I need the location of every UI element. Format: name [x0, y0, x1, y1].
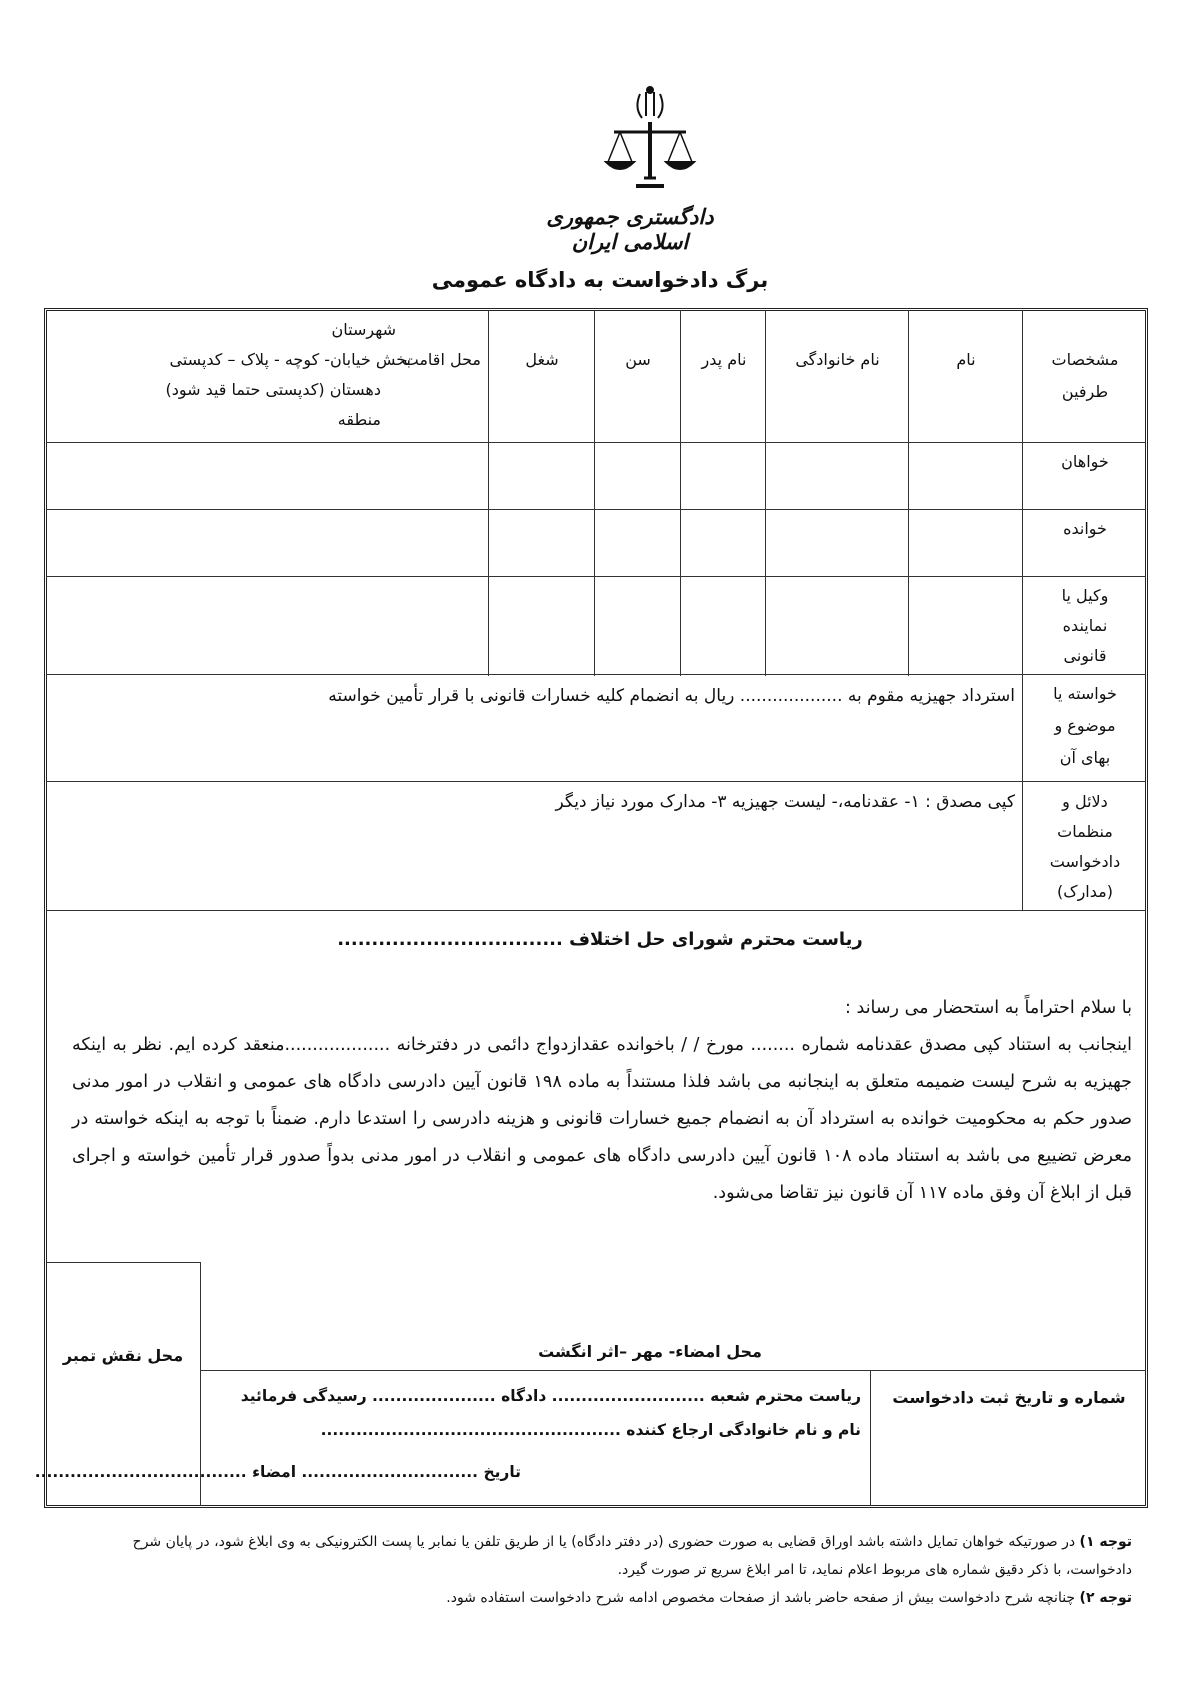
claim-label-1: خواسته یا — [1053, 684, 1117, 703]
row-label-attorney-3: قانونی — [1063, 646, 1107, 665]
referrer-name[interactable]: نام و نام خانوادگی ارجاع کننده ................................................... — [320, 1421, 861, 1439]
note-1-text: در صورتیکه خواهان تمایل داشته باشد اوراق قضایی به صورت حضوری (در دفتر دادگاه) یا از طریق تلفن یا نمابر یا پست الکترونیکی به وی ابلاغ شود، در پایان شرح دادخواست، با ذکر دقیق شماره های مربوط اعلام نماید، تا امر ابلاغ سریع تر صورت گیرد. — [132, 1534, 1132, 1578]
col-residence: محل اقامت — [403, 350, 481, 369]
parties-header-line1: مشخصات — [1051, 350, 1119, 369]
address-line-city: شهرستان — [331, 320, 396, 339]
date-signature[interactable]: تاریخ .............................. امضاء .................................... — [34, 1463, 521, 1481]
col-job: شغل — [525, 350, 559, 369]
evidence-text[interactable]: کپی مصدق : ۱- عقدنامه،- لیست جهیزیه ۳- مدارک مورد نیاز دیگر — [555, 792, 1015, 812]
claim-label-2: موضوع و — [1054, 716, 1116, 735]
address-line-street: بخش خیابان- کوچه - پلاک – کدپستی — [169, 350, 411, 369]
claim-label-3: بهای آن — [1059, 748, 1111, 767]
row-label-defendant: خوانده — [1063, 519, 1107, 538]
org-name: دادگستری جمهوری اسلامی ایران — [546, 204, 714, 254]
judiciary-emblem-icon — [600, 82, 700, 202]
page-title: برگ دادخواست به دادگاه عمومی — [431, 268, 769, 292]
notes — [86, 1528, 1132, 1612]
row-label-attorney-2: نماینده — [1062, 616, 1108, 635]
evidence-label-4: (مدارک) — [1057, 882, 1113, 901]
parties-header-line2: طرفین — [1061, 382, 1109, 401]
row-label-plaintiff: خواهان — [1061, 452, 1109, 471]
petition-heading: ریاست محترم شورای حل اختلاف ................................. — [337, 929, 863, 950]
petition-greeting: با سلام احتراماً به استحضار می رساند : — [845, 998, 1132, 1018]
petition-paragraph: اینجانب به استناد کپی مصدق عقدنامه شماره ........ مورخ / / باخوانده عقدازدواج دائمی در دفترخانه ...................منعقد کرده ایم. نظر به اینکه جهیزیه به شرح لیست ضمیمه متعلق به اینجانبه می باشد فلذا مستنداً به ماده ۱۹۸ قانون آیین دادرسی دادگاه های عمومی و انقلاب در امور مدنی صدور حکم به محکومیت خوانده به استرداد آن به انضمام جمیع خسارات قانونی و هزینه دادرسی را استدعا دارم. ضمناً با توجه به اینکه خواسته در معرض تضییع می باشد به استناد ماده ۱۰۸ قانون آیین دادرسی دادگاه های عمومی و انقلاب در امور مدنی بدواً صدور قرار تأمین خواسته و اجرای قبل از ابلاغ آن وفق ماده ۱۱۷ آن قانون نیز تقاضا می‌شود. — [72, 1035, 1132, 1203]
signature-place-label: محل امضاء- مهر –اثر انگشت — [538, 1342, 762, 1361]
col-family-name: نام خانوادگی — [795, 350, 880, 369]
evidence-label-2: منظمات — [1057, 822, 1113, 841]
registration-label: شماره و تاریخ ثبت دادخواست — [892, 1388, 1126, 1407]
note-1 — [86, 1528, 1132, 1584]
stamp-place-label: محل نقش تمبر — [62, 1346, 184, 1365]
evidence-label-3: دادخواست — [1049, 852, 1121, 871]
petition-form-frame — [44, 308, 1148, 1508]
evidence-label-1: دلائل و — [1062, 792, 1108, 811]
note-2-text: چنانچه شرح دادخواست بیش از صفحه حاضر باشد از صفحات مخصوص ادامه شرح دادخواست استفاده شود. — [446, 1590, 1080, 1606]
referral-line[interactable]: ریاست محترم شعبه .......................... دادگاه ..................... رسیدگی فرمائید — [240, 1387, 861, 1405]
address-line-region: منطقه — [337, 410, 381, 429]
col-father-name: نام پدر — [701, 350, 747, 369]
petition-body[interactable] — [72, 990, 1132, 1212]
note-1-label: توجه ۱) — [1079, 1534, 1132, 1550]
claim-text[interactable]: استرداد جهیزیه مقوم به ................... ریال به انضمام کلیه خسارات قانونی با قرار تأمین خواسته — [328, 686, 1015, 706]
note-2-label: توجه ۲) — [1079, 1590, 1132, 1606]
note-2 — [86, 1584, 1132, 1612]
address-line-village: دهستان (کدپستی حتما قید شود) — [165, 380, 381, 399]
col-age: سن — [625, 350, 651, 369]
row-label-attorney-1: وکیل یا — [1061, 586, 1109, 605]
col-first-name: نام — [956, 350, 976, 369]
